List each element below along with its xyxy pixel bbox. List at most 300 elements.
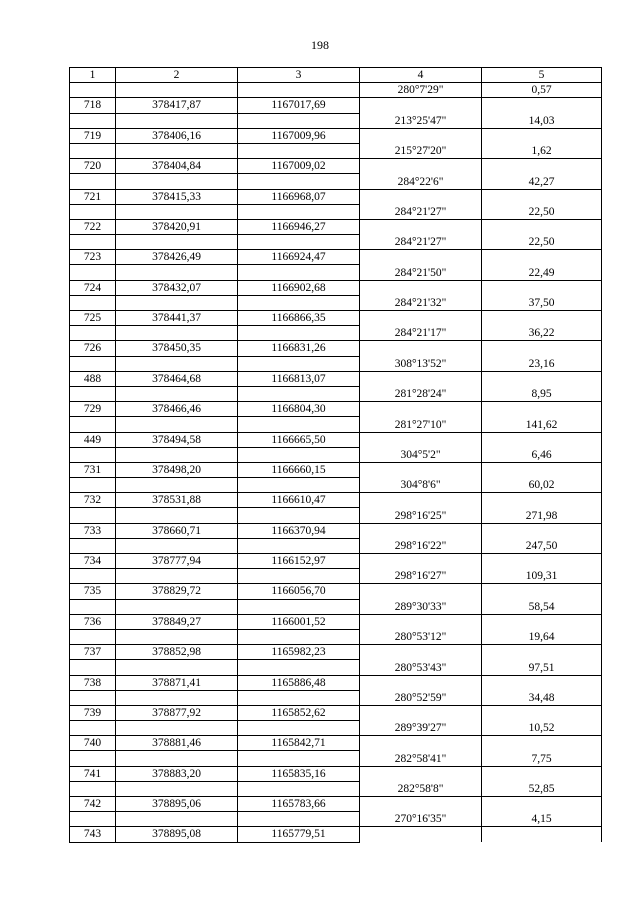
point-number-cell — [70, 781, 116, 796]
angle-cell — [360, 219, 482, 234]
point-number-cell: 724 — [70, 280, 116, 295]
y-coordinate-cell: 1166813,07 — [238, 371, 360, 386]
distance-cell — [482, 402, 602, 417]
point-number-cell: 449 — [70, 432, 116, 447]
x-coordinate-cell — [116, 265, 238, 280]
y-coordinate-cell — [238, 356, 360, 371]
x-coordinate-cell: 378883,20 — [116, 766, 238, 781]
segment-row — [70, 781, 602, 796]
x-coordinate-cell — [116, 781, 238, 796]
x-coordinate-cell — [116, 326, 238, 341]
y-coordinate-cell: 1166610,47 — [238, 493, 360, 508]
segment-row — [70, 508, 602, 523]
x-coordinate-cell: 378877,92 — [116, 705, 238, 720]
page-number: 198 — [311, 38, 329, 52]
x-coordinate-cell — [116, 295, 238, 310]
y-coordinate-cell: 1165852,62 — [238, 705, 360, 720]
point-number-cell — [70, 295, 116, 310]
distance-cell — [482, 128, 602, 143]
y-coordinate-cell — [238, 113, 360, 128]
segment-row — [70, 265, 602, 280]
x-coordinate-cell — [116, 174, 238, 189]
y-coordinate-cell — [238, 326, 360, 341]
point-number-cell: 729 — [70, 402, 116, 417]
x-coordinate-cell — [116, 599, 238, 614]
direction-angle-cell: 280°7'29" — [360, 83, 482, 98]
angle-cell — [360, 432, 482, 447]
point-number-cell: 735 — [70, 584, 116, 599]
segment-length-cell: 42,27 — [482, 174, 602, 189]
y-coordinate-cell: 1165835,16 — [238, 766, 360, 781]
direction-angle-cell: 280°53'43" — [360, 660, 482, 675]
point-number-cell: 743 — [70, 827, 116, 842]
distance-cell — [482, 341, 602, 356]
x-coordinate-cell: 378417,87 — [116, 98, 238, 113]
point-row — [70, 736, 602, 751]
y-coordinate-cell — [238, 204, 360, 219]
point-row — [70, 493, 602, 508]
segment-length-cell: 34,48 — [482, 690, 602, 705]
x-coordinate-cell: 378404,84 — [116, 159, 238, 174]
point-row — [70, 614, 602, 629]
segment-row — [70, 386, 602, 401]
y-coordinate-cell: 1166866,35 — [238, 311, 360, 326]
segment-row — [70, 751, 602, 766]
point-number-cell: 718 — [70, 98, 116, 113]
y-coordinate-cell — [238, 690, 360, 705]
point-row — [70, 797, 602, 812]
angle-cell — [360, 462, 482, 477]
angle-cell — [360, 311, 482, 326]
segment-length-cell: 37,50 — [482, 295, 602, 310]
point-number-cell: 741 — [70, 766, 116, 781]
x-coordinate-cell — [116, 569, 238, 584]
y-coordinate-cell — [238, 174, 360, 189]
point-number-cell — [70, 478, 116, 493]
direction-angle-cell: 298°16'25" — [360, 508, 482, 523]
point-row — [70, 705, 602, 720]
point-row — [70, 341, 602, 356]
distance-cell — [482, 462, 602, 477]
y-coordinate-cell — [238, 265, 360, 280]
segment-row — [70, 447, 602, 462]
point-number-cell — [70, 386, 116, 401]
distance-cell — [482, 523, 602, 538]
x-coordinate-cell — [116, 447, 238, 462]
y-coordinate-cell — [238, 447, 360, 462]
angle-cell — [360, 614, 482, 629]
y-coordinate-cell: 1166946,27 — [238, 219, 360, 234]
point-row — [70, 371, 602, 386]
angle-cell — [360, 341, 482, 356]
y-coordinate-cell — [238, 781, 360, 796]
point-row — [70, 432, 602, 447]
segment-row — [70, 660, 602, 675]
point-row — [70, 189, 602, 204]
x-coordinate-cell — [116, 690, 238, 705]
point-number-cell: 733 — [70, 523, 116, 538]
point-number-cell: 734 — [70, 554, 116, 569]
segment-length-cell: 22,49 — [482, 265, 602, 280]
segment-length-cell: 19,64 — [482, 629, 602, 644]
table-body — [70, 83, 602, 842]
point-number-cell — [70, 812, 116, 827]
point-row — [70, 462, 602, 477]
segment-length-cell: 23,16 — [482, 356, 602, 371]
x-coordinate-cell: 378464,68 — [116, 371, 238, 386]
y-coordinate-cell: 1166902,68 — [238, 280, 360, 295]
angle-cell — [360, 402, 482, 417]
point-number-cell — [70, 569, 116, 584]
segment-row — [70, 812, 602, 827]
angle-cell — [360, 554, 482, 569]
direction-angle-cell: 281°28'24" — [360, 386, 482, 401]
angle-cell — [360, 584, 482, 599]
direction-angle-cell: 308°13'52" — [360, 356, 482, 371]
y-coordinate-cell: 1165779,51 — [238, 827, 360, 842]
x-coordinate-cell — [116, 751, 238, 766]
point-row — [70, 280, 602, 295]
y-coordinate-cell — [238, 235, 360, 250]
direction-angle-cell: 304°8'6" — [360, 478, 482, 493]
x-coordinate-cell: 378849,27 — [116, 614, 238, 629]
point-number-cell — [70, 326, 116, 341]
segment-length-cell: 52,85 — [482, 781, 602, 796]
x-coordinate-cell — [116, 83, 238, 98]
y-coordinate-cell — [238, 629, 360, 644]
distance-cell — [482, 827, 602, 842]
point-row — [70, 645, 602, 660]
x-coordinate-cell: 378829,72 — [116, 584, 238, 599]
x-coordinate-cell: 378531,88 — [116, 493, 238, 508]
segment-row — [70, 569, 602, 584]
segment-row — [70, 83, 602, 98]
segment-row — [70, 356, 602, 371]
y-coordinate-cell — [238, 721, 360, 736]
x-coordinate-cell — [116, 143, 238, 158]
segment-row — [70, 538, 602, 553]
point-row — [70, 219, 602, 234]
y-coordinate-cell — [238, 812, 360, 827]
segment-row — [70, 174, 602, 189]
angle-cell — [360, 189, 482, 204]
angle-cell — [360, 250, 482, 265]
distance-cell — [482, 493, 602, 508]
angle-cell — [360, 523, 482, 538]
segment-length-cell: 8,95 — [482, 386, 602, 401]
y-coordinate-cell — [238, 417, 360, 432]
segment-length-cell: 7,75 — [482, 751, 602, 766]
x-coordinate-cell — [116, 204, 238, 219]
distance-cell — [482, 675, 602, 690]
point-number-cell — [70, 356, 116, 371]
point-number-cell: 723 — [70, 250, 116, 265]
x-coordinate-cell: 378852,98 — [116, 645, 238, 660]
y-coordinate-cell: 1165783,66 — [238, 797, 360, 812]
y-coordinate-cell: 1165982,23 — [238, 645, 360, 660]
point-row — [70, 766, 602, 781]
angle-cell — [360, 128, 482, 143]
segment-length-cell: 36,22 — [482, 326, 602, 341]
segment-row — [70, 143, 602, 158]
distance-cell — [482, 645, 602, 660]
x-coordinate-cell: 378432,07 — [116, 280, 238, 295]
point-number-cell: 737 — [70, 645, 116, 660]
distance-cell — [482, 371, 602, 386]
angle-cell — [360, 766, 482, 781]
y-coordinate-cell: 1166924,47 — [238, 250, 360, 265]
direction-angle-cell: 280°52'59" — [360, 690, 482, 705]
segment-length-cell: 58,54 — [482, 599, 602, 614]
point-row — [70, 675, 602, 690]
x-coordinate-cell: 378441,37 — [116, 311, 238, 326]
x-coordinate-cell — [116, 508, 238, 523]
point-number-cell: 731 — [70, 462, 116, 477]
point-row — [70, 402, 602, 417]
x-coordinate-cell — [116, 812, 238, 827]
y-coordinate-cell: 1166152,97 — [238, 554, 360, 569]
segment-row — [70, 478, 602, 493]
y-coordinate-cell — [238, 386, 360, 401]
x-coordinate-cell: 378895,06 — [116, 797, 238, 812]
column-header-4: 4 — [360, 68, 482, 83]
segment-length-cell: 1,62 — [482, 143, 602, 158]
segment-row — [70, 690, 602, 705]
y-coordinate-cell: 1166660,15 — [238, 462, 360, 477]
distance-cell — [482, 705, 602, 720]
point-number-cell: 740 — [70, 736, 116, 751]
segment-length-cell: 6,46 — [482, 447, 602, 462]
direction-angle-cell: 282°58'41" — [360, 751, 482, 766]
segment-length-cell: 0,57 — [482, 83, 602, 98]
y-coordinate-cell — [238, 508, 360, 523]
direction-angle-cell: 270°16'35" — [360, 812, 482, 827]
point-number-cell: 732 — [70, 493, 116, 508]
segment-row — [70, 326, 602, 341]
coordinates-table — [69, 67, 602, 843]
point-number-cell — [70, 113, 116, 128]
segment-length-cell: 10,52 — [482, 721, 602, 736]
x-coordinate-cell: 378466,46 — [116, 402, 238, 417]
x-coordinate-cell: 378871,41 — [116, 675, 238, 690]
table-header-row — [70, 68, 602, 83]
segment-length-cell: 247,50 — [482, 538, 602, 553]
segment-length-cell: 22,50 — [482, 235, 602, 250]
distance-cell — [482, 554, 602, 569]
angle-cell — [360, 675, 482, 690]
segment-row — [70, 113, 602, 128]
y-coordinate-cell: 1165886,48 — [238, 675, 360, 690]
direction-angle-cell: 284°21'17" — [360, 326, 482, 341]
direction-angle-cell: 289°39'27" — [360, 721, 482, 736]
direction-angle-cell: 284°21'27" — [360, 204, 482, 219]
y-coordinate-cell: 1166056,70 — [238, 584, 360, 599]
direction-angle-cell: 280°53'12" — [360, 629, 482, 644]
x-coordinate-cell: 378426,49 — [116, 250, 238, 265]
y-coordinate-cell: 1166968,07 — [238, 189, 360, 204]
point-number-cell: 721 — [70, 189, 116, 204]
point-row — [70, 98, 602, 113]
point-number-cell — [70, 265, 116, 280]
distance-cell — [482, 766, 602, 781]
y-coordinate-cell: 1166831,26 — [238, 341, 360, 356]
segment-length-cell: 14,03 — [482, 113, 602, 128]
x-coordinate-cell: 378420,91 — [116, 219, 238, 234]
y-coordinate-cell: 1165842,71 — [238, 736, 360, 751]
point-number-cell: 722 — [70, 219, 116, 234]
segment-length-cell: 141,62 — [482, 417, 602, 432]
segment-row — [70, 629, 602, 644]
point-number-cell: 720 — [70, 159, 116, 174]
point-number-cell — [70, 143, 116, 158]
x-coordinate-cell: 378450,35 — [116, 341, 238, 356]
x-coordinate-cell: 378494,58 — [116, 432, 238, 447]
distance-cell — [482, 736, 602, 751]
direction-angle-cell: 281°27'10" — [360, 417, 482, 432]
y-coordinate-cell — [238, 751, 360, 766]
x-coordinate-cell: 378406,16 — [116, 128, 238, 143]
column-header-5: 5 — [482, 68, 602, 83]
x-coordinate-cell — [116, 538, 238, 553]
point-number-cell — [70, 538, 116, 553]
x-coordinate-cell — [116, 235, 238, 250]
direction-angle-cell: 284°21'50" — [360, 265, 482, 280]
point-number-cell — [70, 629, 116, 644]
x-coordinate-cell: 378881,46 — [116, 736, 238, 751]
point-row — [70, 159, 602, 174]
x-coordinate-cell — [116, 417, 238, 432]
direction-angle-cell: 215°27'20" — [360, 143, 482, 158]
y-coordinate-cell — [238, 599, 360, 614]
column-header-2: 2 — [116, 68, 238, 83]
point-number-cell — [70, 751, 116, 766]
y-coordinate-cell: 1166370,94 — [238, 523, 360, 538]
point-number-cell — [70, 235, 116, 250]
y-coordinate-cell — [238, 83, 360, 98]
direction-angle-cell: 298°16'22" — [360, 538, 482, 553]
segment-row — [70, 235, 602, 250]
segment-row — [70, 204, 602, 219]
point-number-cell — [70, 417, 116, 432]
x-coordinate-cell: 378415,33 — [116, 189, 238, 204]
y-coordinate-cell: 1166001,52 — [238, 614, 360, 629]
point-number-cell — [70, 599, 116, 614]
point-number-cell: 742 — [70, 797, 116, 812]
point-number-cell — [70, 447, 116, 462]
segment-length-cell: 22,50 — [482, 204, 602, 219]
point-row — [70, 128, 602, 143]
angle-cell — [360, 705, 482, 720]
distance-cell — [482, 797, 602, 812]
point-row — [70, 554, 602, 569]
point-row — [70, 827, 602, 842]
distance-cell — [482, 584, 602, 599]
point-number-cell — [70, 690, 116, 705]
y-coordinate-cell: 1166804,30 — [238, 402, 360, 417]
x-coordinate-cell: 378498,20 — [116, 462, 238, 477]
distance-cell — [482, 189, 602, 204]
point-number-cell — [70, 508, 116, 523]
point-number-cell: 726 — [70, 341, 116, 356]
angle-cell — [360, 98, 482, 113]
distance-cell — [482, 280, 602, 295]
segment-row — [70, 417, 602, 432]
angle-cell — [360, 280, 482, 295]
distance-cell — [482, 311, 602, 326]
segment-length-cell: 4,15 — [482, 812, 602, 827]
angle-cell — [360, 797, 482, 812]
point-number-cell: 719 — [70, 128, 116, 143]
direction-angle-cell: 284°22'6" — [360, 174, 482, 189]
direction-angle-cell: 289°30'33" — [360, 599, 482, 614]
x-coordinate-cell: 378777,94 — [116, 554, 238, 569]
angle-cell — [360, 827, 482, 842]
y-coordinate-cell — [238, 660, 360, 675]
distance-cell — [482, 98, 602, 113]
x-coordinate-cell — [116, 113, 238, 128]
distance-cell — [482, 219, 602, 234]
x-coordinate-cell — [116, 629, 238, 644]
x-coordinate-cell — [116, 660, 238, 675]
x-coordinate-cell: 378895,08 — [116, 827, 238, 842]
distance-cell — [482, 250, 602, 265]
point-row — [70, 311, 602, 326]
point-number-cell: 739 — [70, 705, 116, 720]
x-coordinate-cell — [116, 356, 238, 371]
y-coordinate-cell — [238, 143, 360, 158]
segment-row — [70, 721, 602, 736]
y-coordinate-cell — [238, 569, 360, 584]
point-number-cell: 736 — [70, 614, 116, 629]
segment-length-cell: 97,51 — [482, 660, 602, 675]
point-number-cell — [70, 83, 116, 98]
point-row — [70, 523, 602, 538]
point-number-cell: 738 — [70, 675, 116, 690]
segment-length-cell: 271,98 — [482, 508, 602, 523]
direction-angle-cell: 298°16'27" — [360, 569, 482, 584]
distance-cell — [482, 614, 602, 629]
angle-cell — [360, 371, 482, 386]
point-number-cell — [70, 721, 116, 736]
y-coordinate-cell: 1167017,69 — [238, 98, 360, 113]
angle-cell — [360, 736, 482, 751]
segment-length-cell: 60,02 — [482, 478, 602, 493]
y-coordinate-cell: 1167009,96 — [238, 128, 360, 143]
direction-angle-cell: 282°58'8" — [360, 781, 482, 796]
segment-length-cell: 109,31 — [482, 569, 602, 584]
point-number-cell: 725 — [70, 311, 116, 326]
x-coordinate-cell: 378660,71 — [116, 523, 238, 538]
x-coordinate-cell — [116, 478, 238, 493]
direction-angle-cell: 284°21'32" — [360, 295, 482, 310]
point-row — [70, 584, 602, 599]
y-coordinate-cell: 1166665,50 — [238, 432, 360, 447]
angle-cell — [360, 645, 482, 660]
distance-cell — [482, 432, 602, 447]
direction-angle-cell: 304°5'2" — [360, 447, 482, 462]
column-header-3: 3 — [238, 68, 360, 83]
distance-cell — [482, 159, 602, 174]
point-number-cell — [70, 204, 116, 219]
direction-angle-cell: 284°21'27" — [360, 235, 482, 250]
direction-angle-cell: 213°25'47" — [360, 113, 482, 128]
segment-row — [70, 599, 602, 614]
point-number-cell — [70, 174, 116, 189]
point-number-cell — [70, 660, 116, 675]
x-coordinate-cell — [116, 721, 238, 736]
y-coordinate-cell: 1167009,02 — [238, 159, 360, 174]
angle-cell — [360, 493, 482, 508]
